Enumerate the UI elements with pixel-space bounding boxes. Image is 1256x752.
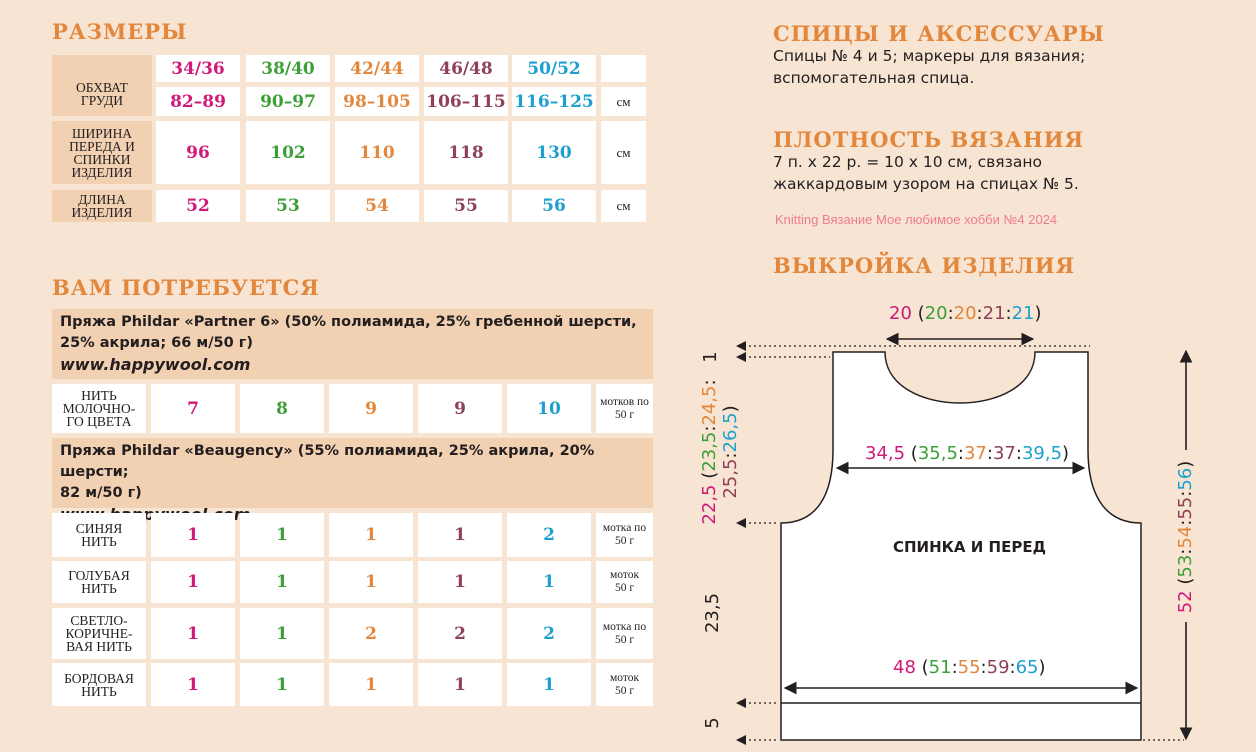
- chest-value-1: 82–89: [156, 87, 240, 116]
- yarn-row-value: 1: [329, 663, 413, 706]
- size-label-4: 46/48: [424, 55, 508, 82]
- length-value-2: 53: [246, 190, 330, 222]
- yarn-row-unit: мотка по 50 г: [596, 608, 653, 659]
- shoulder-drop-label: 1: [700, 351, 721, 363]
- yarn-row-unit: мотка по 50 г: [596, 513, 653, 557]
- sizes-title: РАЗМЕРЫ: [52, 19, 188, 44]
- yarn-row-value: 1: [151, 561, 235, 603]
- length-value-3: 54: [335, 190, 419, 222]
- gauge-title: ПЛОТНОСТЬ ВЯЗАНИЯ: [773, 127, 1085, 152]
- yarn-row-unit: мотков по 50 г: [596, 384, 653, 433]
- yarn-row-value: 2: [507, 513, 591, 557]
- length-value-1: 52: [156, 190, 240, 222]
- yarn-row-value: 1: [151, 608, 235, 659]
- length-value-5: 56: [512, 190, 596, 222]
- guide-arrowhead: [736, 735, 746, 745]
- width-value-5: 130: [512, 121, 596, 184]
- needles-line2: вспомогательная спица.: [773, 69, 975, 87]
- size-label-5: 50/52: [512, 55, 596, 82]
- yarn-row-value: 1: [329, 513, 413, 557]
- needles-line1: Спицы № 4 и 5; маркеры для вязания;: [773, 47, 1086, 65]
- yarn1-website: www.happywool.com: [60, 355, 251, 374]
- chest-value-2: 90–97: [246, 87, 330, 116]
- width-value-2: 102: [246, 121, 330, 184]
- size-label-3: 42/44: [335, 55, 419, 82]
- size-label-2: 38/40: [246, 55, 330, 82]
- pattern-title: ВЫКРОЙКА ИЗДЕЛИЯ: [773, 253, 1076, 278]
- yarn-row-label: ГОЛУБАЯ НИТЬ: [52, 561, 146, 603]
- total-length-label: 52 (53:54:55:56): [1175, 460, 1196, 614]
- yarn-row-value: 1: [240, 561, 324, 603]
- rib-height-label: 5: [702, 717, 723, 729]
- chest-unit: см: [601, 87, 646, 116]
- yarn-row-value: 1: [240, 513, 324, 557]
- yarn-row-value: 9: [418, 384, 502, 433]
- chest-value-5: 116–125: [512, 87, 596, 116]
- materials-title: ВАМ ПОТРЕБУЕТСЯ: [52, 275, 320, 300]
- piece-label: СПИНКА И ПЕРЕД: [893, 538, 1046, 556]
- chest-value-3: 98–105: [335, 87, 419, 116]
- yarn2-line2: 82 м/50 г): [60, 485, 142, 501]
- yarn2-line1: Пряжа Phildar «Beaugency» (55% полиамида, 25% акрила, 20% шерсти;: [60, 443, 595, 480]
- yarn-row-value: 1: [507, 663, 591, 706]
- yarn-row-value: 1: [329, 561, 413, 603]
- yarn-row-value: 1: [418, 663, 502, 706]
- width-value-1: 96: [156, 121, 240, 184]
- yarn-row-value: 10: [507, 384, 591, 433]
- size-label-1: 34/36: [156, 55, 240, 82]
- yarn-row-value: 1: [507, 561, 591, 603]
- armhole-height-label: 22,5 (23,5:24,5: 25,5:26,5): [699, 379, 741, 525]
- width-value-4: 118: [424, 121, 508, 184]
- gauge-line1: 7 п. х 22 р. = 10 х 10 см, связано: [773, 153, 1042, 171]
- yarn-row-label: СИНЯЯ НИТЬ: [52, 513, 146, 557]
- yarn-row-value: 1: [240, 608, 324, 659]
- length-label: ДЛИНА ИЗДЕЛИЯ: [52, 190, 152, 222]
- yarn-row-unit: моток 50 г: [596, 561, 653, 603]
- guide-arrowhead: [736, 341, 746, 351]
- neck-width-label: 20 (20:20:21:21): [889, 303, 1042, 324]
- width-unit: см: [601, 121, 646, 184]
- guide-arrowhead: [736, 698, 746, 708]
- yarn-row-value: 1: [240, 663, 324, 706]
- yarn-row-value: 7: [151, 384, 235, 433]
- yarn-row-value: 2: [507, 608, 591, 659]
- yarn-row-label: СВЕТЛО-КОРИЧНЕ-ВАЯ НИТЬ: [52, 608, 146, 659]
- yarn-row-value: 1: [418, 561, 502, 603]
- yarn-row-label: БОРДОВАЯ НИТЬ: [52, 663, 146, 706]
- yarn-row-label: НИТЬ МОЛОЧНО-ГО ЦВЕТА: [52, 384, 146, 433]
- yarn1-line1: Пряжа Phildar «Partner 6» (50% полиамида, 25% гребенной шерсти,: [60, 314, 637, 330]
- yarn-row-value: 8: [240, 384, 324, 433]
- yarn-row-value: 1: [418, 513, 502, 557]
- yarn1-line2: 25% акрила; 66 м/50 г): [60, 335, 253, 351]
- yarn-row-unit: моток 50 г: [596, 663, 653, 706]
- gauge-line2: жаккардовым узором на спицах № 5.: [773, 175, 1079, 193]
- yarn-row-value: 9: [329, 384, 413, 433]
- chest-width-label: 34,5 (35,5:37:37:39,5): [865, 443, 1070, 464]
- chest-label: ОБХВАТ ГРУДИ: [52, 55, 152, 116]
- width-value-3: 110: [335, 121, 419, 184]
- body-height-label: 23,5: [702, 592, 723, 634]
- length-value-4: 55: [424, 190, 508, 222]
- watermark-text: Knitting Вязание Мое любимое хобби №4 2024: [775, 212, 1058, 227]
- yarn-row-value: 2: [329, 608, 413, 659]
- yarn-row-value: 2: [418, 608, 502, 659]
- width-label: ШИРИНА ПЕРЕДА И СПИНКИ ИЗДЕЛИЯ: [52, 121, 152, 184]
- yarn-row-value: 1: [151, 663, 235, 706]
- length-unit: см: [601, 190, 646, 222]
- guide-arrowhead: [736, 352, 746, 362]
- needles-title: СПИЦЫ И АКСЕССУАРЫ: [773, 21, 1105, 46]
- chest-value-4: 106–115: [424, 87, 508, 116]
- hem-width-label: 48 (51:55:59:65): [893, 657, 1046, 678]
- yarn-row-value: 1: [151, 513, 235, 557]
